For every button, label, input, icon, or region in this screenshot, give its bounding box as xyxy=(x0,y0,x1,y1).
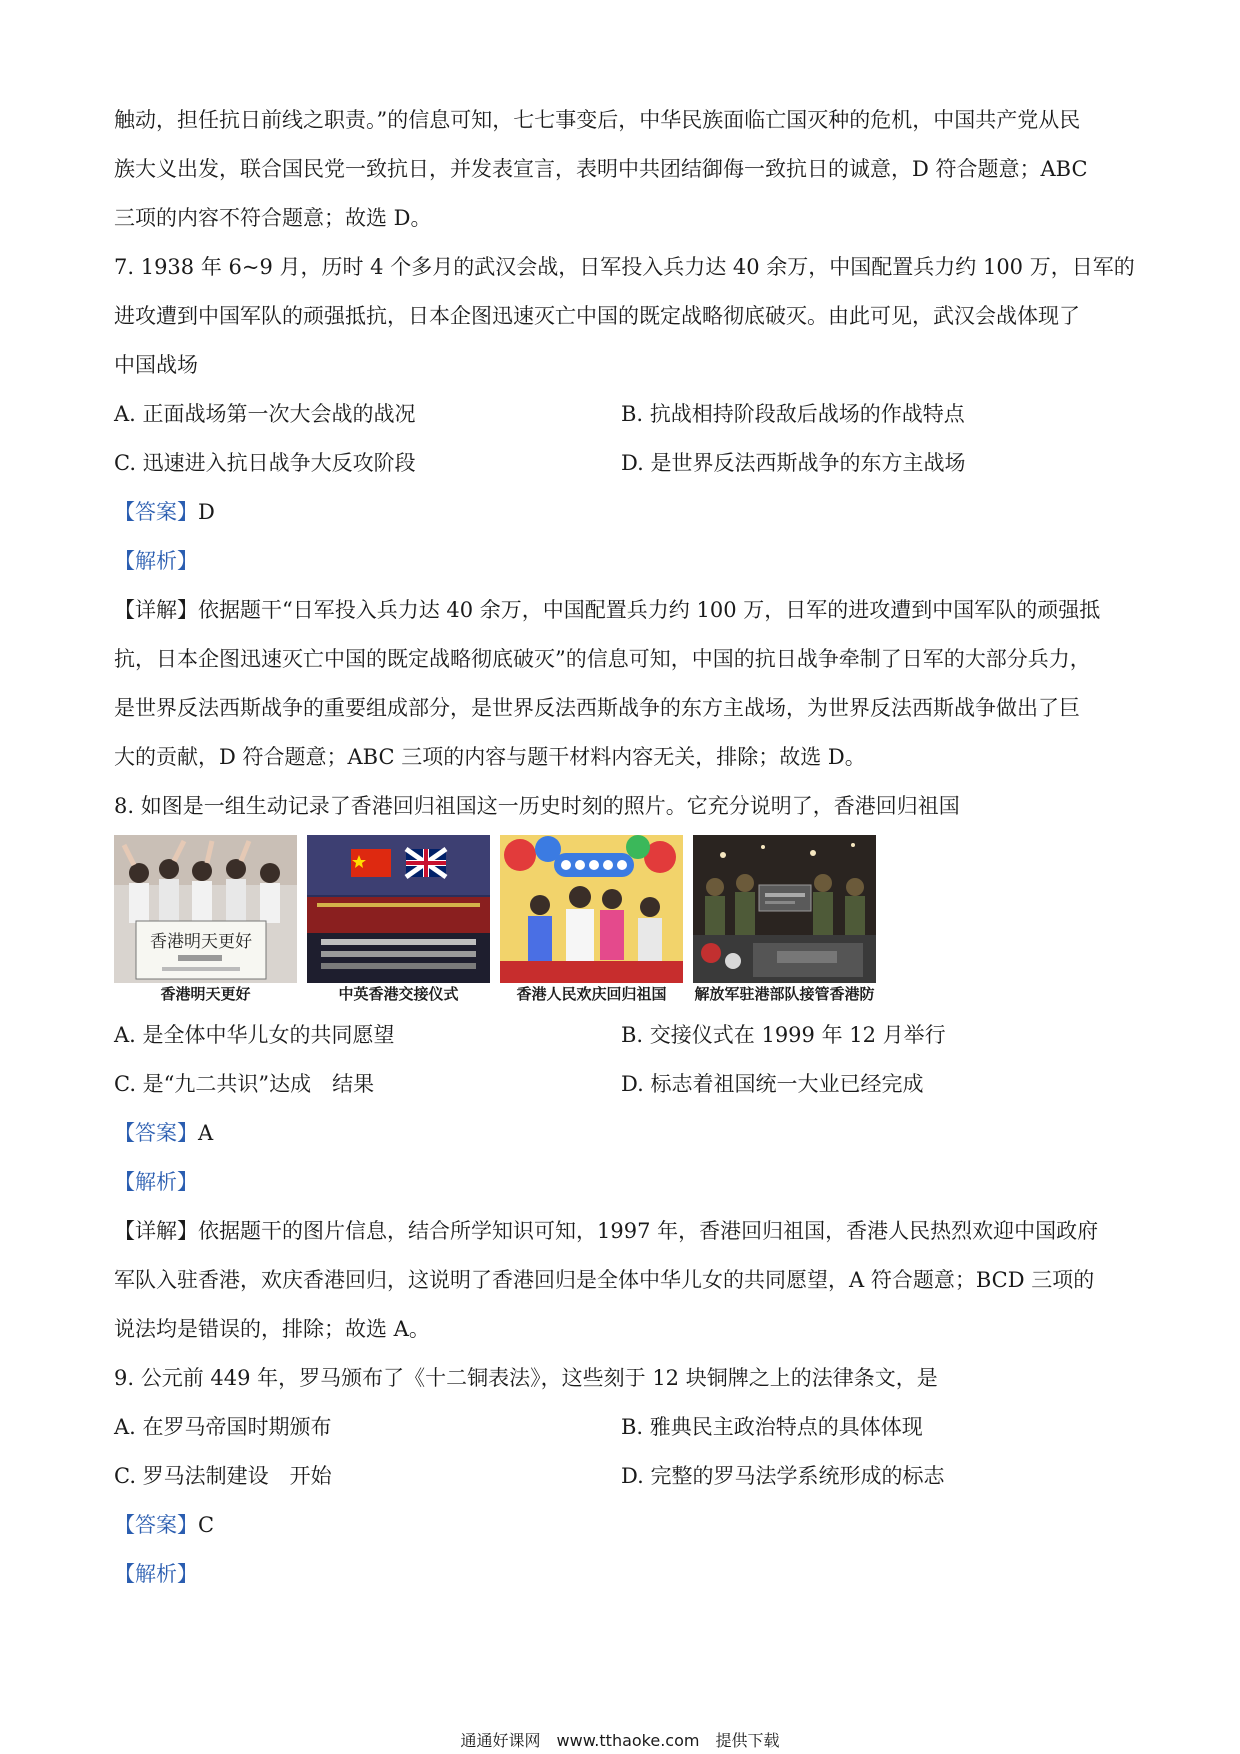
photo-image-3 xyxy=(500,835,683,983)
q7-options-row-2 xyxy=(114,439,1136,488)
q9-answer xyxy=(114,1501,1136,1550)
q6-explanation-line-2: 族大义出发，联合国民党一致抗日，并发表宣言，表明中共团结御侮一致抗日的诚意，D 符合题意；ABC xyxy=(114,157,1088,181)
q9-analysis-tag: 【解析】 xyxy=(114,1562,198,1586)
q8-answer-value: A xyxy=(198,1121,214,1145)
q8-option-a: A. 是全体中华儿女的共同愿望 xyxy=(114,1023,395,1047)
document-body xyxy=(114,96,1136,1599)
q9-answer-tag: 【答案】 xyxy=(114,1513,198,1537)
q7-analysis xyxy=(114,537,1136,586)
q6-explanation-line-1: 触动，担任抗日前线之职责。”的信息可知，七七事变后，中华民族面临亡国灭种的危机，中国共产党从民 xyxy=(114,108,1081,132)
q8-answer xyxy=(114,1109,1136,1158)
photo-hongkong-tomorrow-better xyxy=(114,835,297,1005)
q9-analysis xyxy=(114,1550,1136,1599)
q9-option-d: D. 完整的罗马法学系统形成的标志 xyxy=(621,1464,945,1488)
q6-explanation-line-3: 三项的内容不符合题意；故选 D。 xyxy=(114,206,432,230)
q9-option-a: A. 在罗马帝国时期颁布 xyxy=(114,1415,332,1439)
q7-answer-value: D xyxy=(198,500,215,524)
q7-detail-line-4: 大的贡献，D 符合题意；ABC 三项的内容与题干材料内容无关，排除；故选 D。 xyxy=(114,745,866,769)
q7-option-c: C. 迅速进入抗日战争大反攻阶段 xyxy=(114,451,416,475)
photo-pla-garrison xyxy=(693,835,876,1005)
q9-stem: 9. 公元前 449 年，罗马颁布了《十二铜表法》，这些刻于 12 块铜牌之上的法律条文，是 xyxy=(114,1366,938,1390)
q8-option-c: C. 是“九二共识”达成 结果 xyxy=(114,1072,375,1096)
q9-answer-value: C xyxy=(198,1513,215,1537)
photo-image-1 xyxy=(114,835,297,983)
photo-caption-4: 解放军驻港部队接管香港防 xyxy=(694,985,875,1003)
q8-detail-line-1: 【详解】依据题干的图片信息，结合所学知识可知，1997 年，香港回归祖国，香港人民热烈欢迎中国政府 xyxy=(114,1219,1099,1243)
q7-stem-line-2: 进攻遭到中国军队的顽强抵抗，日本企图迅速灭亡中国的既定战略彻底破灭。由此可见，武汉会战体现了 xyxy=(114,304,1080,328)
q8-answer-tag: 【答案】 xyxy=(114,1121,198,1145)
q8-option-b: B. 交接仪式在 1999 年 12 月举行 xyxy=(621,1023,946,1047)
q7-options-row-1 xyxy=(114,390,1136,439)
q8-detail-line-2: 军队入驻香港，欢庆香港回归，这说明了香港回归是全体中华儿女的共同愿望，A 符合题意；BCD 三项的 xyxy=(114,1268,1095,1292)
q7-option-d: D. 是世界反法西斯战争的东方主战场 xyxy=(621,451,966,475)
q9-option-b: B. 雅典民主政治特点的具体体现 xyxy=(621,1415,923,1439)
photo-image-4 xyxy=(693,835,876,983)
photo-caption-3: 香港人民欢庆回归祖国 xyxy=(516,985,667,1003)
q7-answer xyxy=(114,488,1136,537)
q8-option-d: D. 标志着祖国统一大业已经完成 xyxy=(621,1072,924,1096)
q7-analysis-tag: 【解析】 xyxy=(114,549,198,573)
q7-stem-line-3: 中国战场 xyxy=(114,353,198,377)
banner-text: 香港明天更好 xyxy=(150,932,252,952)
q8-stem: 8. 如图是一组生动记录了香港回归祖国这一历史时刻的照片。它充分说明了，香港回归祖国 xyxy=(114,794,960,818)
photo-caption-2: 中英香港交接仪式 xyxy=(338,985,459,1003)
q7-option-a: A. 正面战场第一次大会战的战况 xyxy=(114,402,416,426)
photo-handover-ceremony xyxy=(307,835,490,1005)
q9-options-row-2 xyxy=(114,1452,1136,1501)
q7-detail-line-3: 是世界反法西斯战争的重要组成部分，是世界反法西斯战争的东方主战场，为世界反法西斯战争做出了巨 xyxy=(114,696,1080,720)
photo-caption-1: 香港明天更好 xyxy=(160,985,251,1003)
q8-photo-strip xyxy=(114,835,1136,1005)
q8-analysis xyxy=(114,1158,1136,1207)
q8-detail-line-3: 说法均是错误的，排除；故选 A。 xyxy=(114,1317,430,1341)
q7-stem-line-1: 7. 1938 年 6~9 月，历时 4 个多月的武汉会战，日军投入兵力达 40 余万，中国配置兵力约 100 万，日军的 xyxy=(114,255,1135,279)
q7-detail-line-2: 抗，日本企图迅速灭亡中国的既定战略彻底破灭”的信息可知，中国的抗日战争牵制了日军的大部分兵力， xyxy=(114,647,1091,671)
q9-option-c: C. 罗马法制建设 开始 xyxy=(114,1464,332,1488)
q9-options-row-1 xyxy=(114,1403,1136,1452)
q8-options-row-1 xyxy=(114,1011,1136,1060)
q8-analysis-tag: 【解析】 xyxy=(114,1170,198,1194)
q7-option-b: B. 抗战相持阶段敌后战场的作战特点 xyxy=(621,402,965,426)
footer-watermark: 通通好课网 www.tthaoke.com 提供下载 xyxy=(460,1731,780,1750)
q7-detail-line-1: 【详解】依据题干“日军投入兵力达 40 余万，中国配置兵力约 100 万，日军的进攻遭到中国军队的顽强抵 xyxy=(114,598,1101,622)
photo-image-2 xyxy=(307,835,490,983)
q7-answer-tag: 【答案】 xyxy=(114,500,198,524)
photo-celebration xyxy=(500,835,683,1005)
q8-options-row-2 xyxy=(114,1060,1136,1109)
